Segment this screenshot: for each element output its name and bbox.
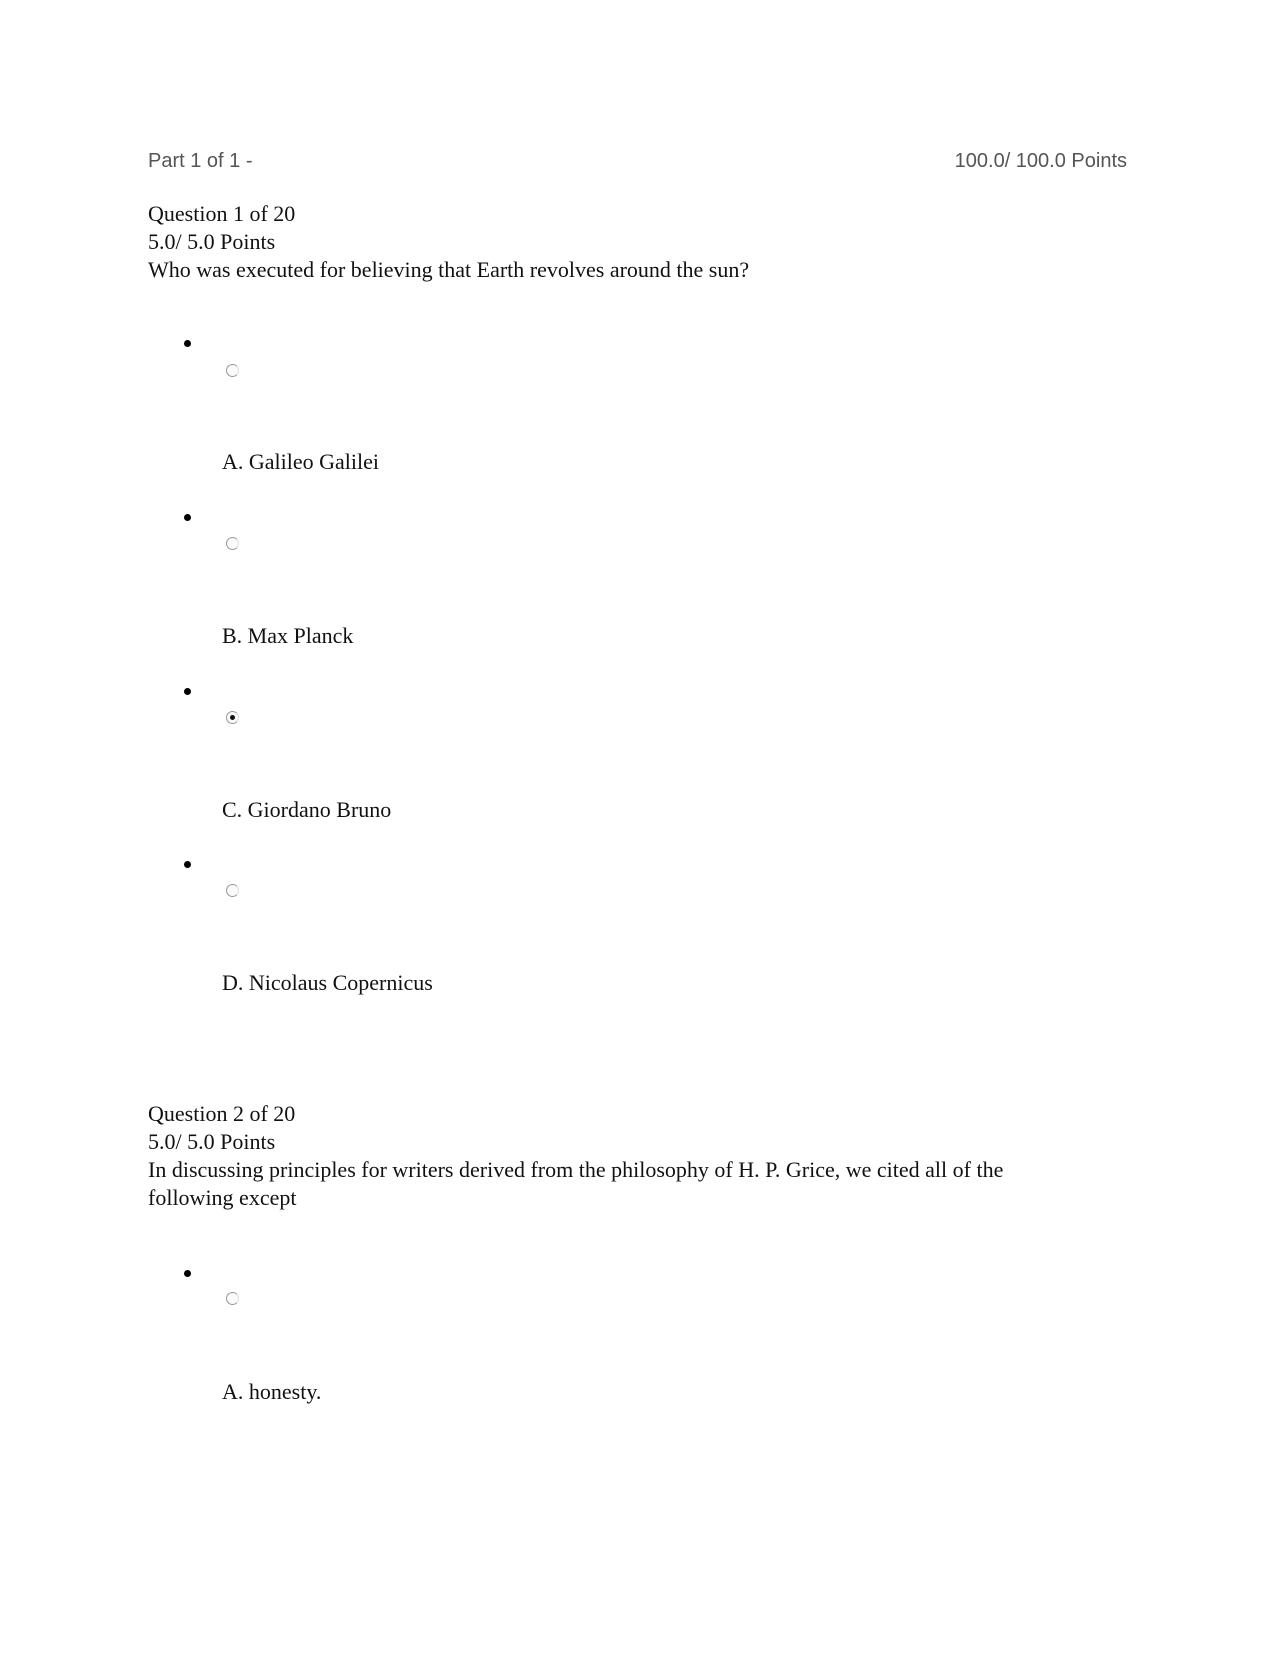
option-b-label: B. Max Planck [222,623,354,648]
part-label: Part 1 of 1 - [148,150,253,172]
option-a-radio[interactable] [226,364,239,377]
question-2-points: 5.0/ 5.0 Points [148,1129,276,1154]
list-bullet [184,340,191,347]
option-c-label: C. Giordano Bruno [222,797,392,822]
list-bullet [184,514,191,521]
question-1-text: Who was executed for believing that Earth revolves around the sun? [148,257,750,282]
question-2-text-line1: In discussing principles for writers derived from the philosophy of H. P. Grice, we cited all of the [148,1157,1004,1182]
question-2-title: Question 2 of 20 [148,1101,296,1126]
option-c-radio-selected[interactable] [226,711,239,724]
list-bullet [184,1270,191,1277]
q2-option-a-radio[interactable] [226,1292,239,1305]
option-a-label: A. Galileo Galilei [222,449,380,474]
question-1-points: 5.0/ 5.0 Points [148,229,276,254]
question-2-text-line2: following except [148,1185,297,1210]
option-b-radio[interactable] [226,537,239,550]
total-score: 100.0/ 100.0 Points [954,150,1127,172]
q2-option-a-label: A. honesty. [222,1379,322,1404]
list-bullet [184,861,191,868]
option-d-radio[interactable] [226,884,239,897]
question-1-title: Question 1 of 20 [148,201,296,226]
list-bullet [184,688,191,695]
option-d-label: D. Nicolaus Copernicus [222,970,433,995]
